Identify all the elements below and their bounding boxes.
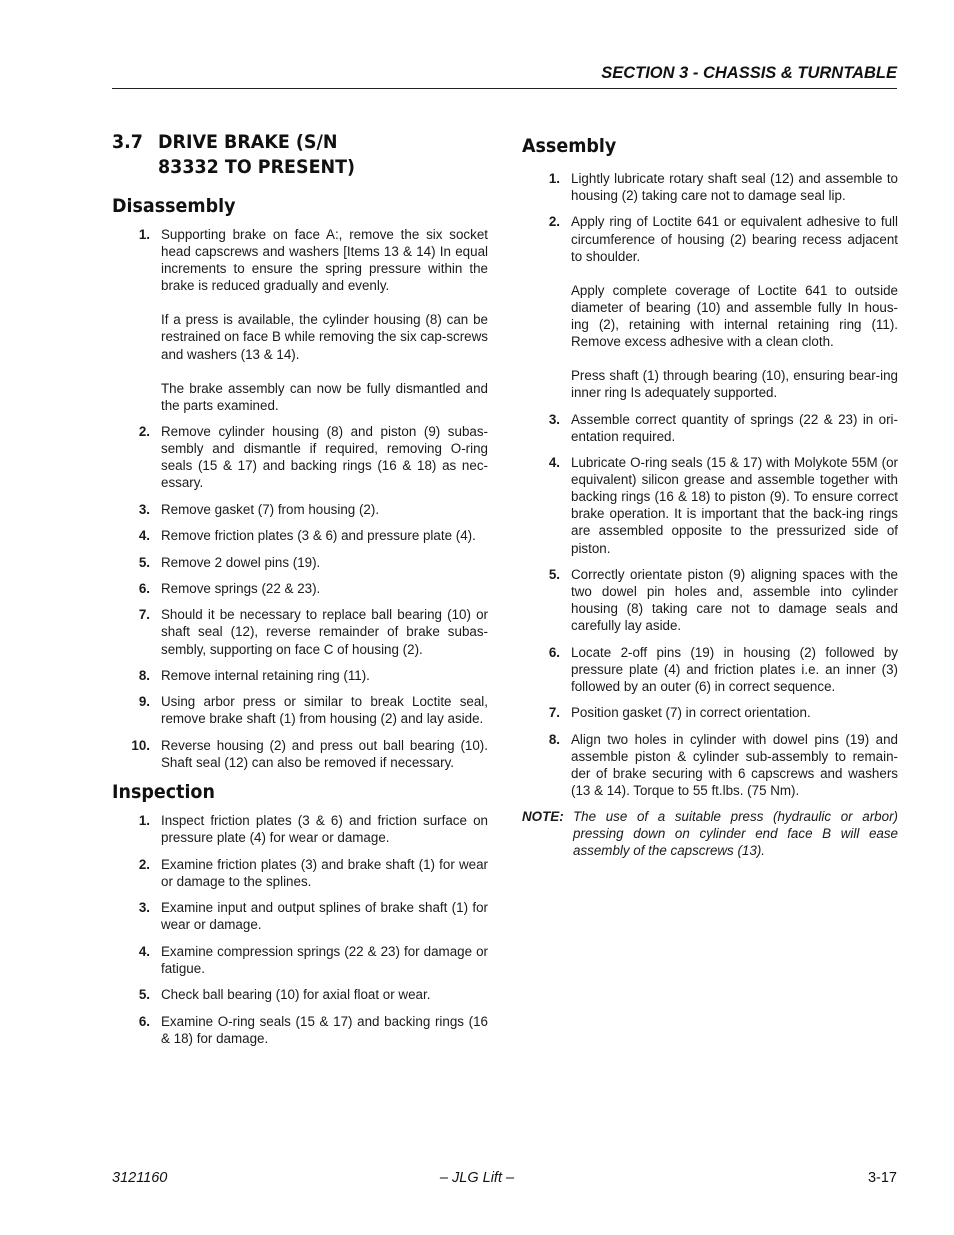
step-paragraph: Locate 2-off pins (19) in housing (2) followed by pressure plate (4) and friction plates i.e. an inner (3) followed by an outer (6) in correct sequence. bbox=[571, 644, 898, 694]
step-body bbox=[571, 566, 898, 634]
section-header-title: SECTION 3 - CHASSIS & TURNTABLE bbox=[601, 64, 897, 82]
step-paragraph: If a press is available, the cylinder housing (8) can be restrained on face B while removing the six cap-screws and washers (13 & 14). bbox=[161, 312, 488, 362]
footer-doc-number: 3121160 bbox=[112, 1170, 168, 1186]
step-paragraph: Remove gasket (7) from housing (2). bbox=[161, 501, 380, 517]
step-body bbox=[161, 554, 488, 571]
step-body bbox=[161, 580, 488, 597]
step-paragraph: Correctly orientate piston (9) aligning spaces with the two dowel pin holes and, assemble into cylinder housing (8) taking care not to damage seals and carefully lay aside. bbox=[571, 566, 898, 634]
step-paragraph: Lightly lubricate rotary shaft seal (12) and assemble to housing (2) taking care not to damage seal lip. bbox=[571, 171, 898, 204]
step-body bbox=[571, 644, 898, 695]
step-number: 5. bbox=[138, 987, 150, 1003]
step-number: 1. bbox=[548, 171, 560, 186]
assembly-step bbox=[522, 170, 898, 204]
step-number: 8. bbox=[548, 731, 560, 747]
inspection-heading: Inspection bbox=[112, 781, 215, 804]
section-heading bbox=[112, 130, 458, 180]
disassembly-step bbox=[112, 693, 488, 727]
step-body bbox=[161, 226, 488, 414]
step-paragraph: Check ball bearing (10) for axial float or wear. bbox=[161, 987, 431, 1003]
step-body bbox=[571, 170, 898, 204]
note bbox=[522, 808, 898, 859]
header-rule bbox=[112, 88, 897, 89]
assembly-step bbox=[522, 213, 898, 401]
inspection-step bbox=[112, 943, 488, 977]
step-number: 3. bbox=[138, 900, 150, 916]
step-number: 2. bbox=[138, 424, 150, 440]
step-paragraph: Assemble correct quantity of springs (22 & 23) in ori-entation required. bbox=[571, 411, 898, 444]
step-body bbox=[161, 1013, 488, 1047]
step-paragraph: Examine friction plates (3) and brake shaft (1) for wear or damage to the splines. bbox=[161, 856, 488, 889]
step-body bbox=[161, 693, 488, 727]
inspection-step bbox=[112, 899, 488, 933]
step-paragraph: Remove friction plates (3 & 6) and pressure plate (4). bbox=[161, 528, 476, 544]
step-body bbox=[161, 899, 488, 933]
step-body bbox=[161, 606, 488, 657]
step-paragraph: Remove internal retaining ring (11). bbox=[161, 667, 370, 683]
step-body bbox=[161, 501, 488, 518]
step-body bbox=[161, 943, 488, 977]
disassembly-step bbox=[112, 501, 488, 518]
right-column bbox=[522, 130, 898, 860]
step-paragraph: Examine compression springs (22 & 23) for damage or fatigue. bbox=[161, 943, 488, 976]
step-body bbox=[161, 986, 488, 1003]
step-paragraph: Apply ring of Loctite 641 or equivalent adhesive to full circumference of housing (2) bearing recess adjacent to shoulder. bbox=[571, 214, 898, 264]
step-paragraph: Should it be necessary to replace ball bearing (10) or shaft seal (12), reverse remainder of brake subas-sembly, supporting on face C of housing (2). bbox=[161, 607, 488, 657]
step-body bbox=[161, 737, 488, 771]
step-paragraph: Align two holes in cylinder with dowel pins (19) and assemble piston & cylinder sub-assembly to remain-der of brake securing with 6 capscrews and washers (13 & 14). Torque to 55 ft.lbs. (75 Nm). bbox=[571, 731, 898, 798]
step-number: 2. bbox=[548, 214, 560, 230]
step-body bbox=[571, 704, 898, 721]
assembly-step bbox=[522, 411, 898, 445]
step-body bbox=[571, 411, 898, 445]
step-number: 7. bbox=[548, 705, 560, 721]
section-title: DRIVE BRAKE (S/N 83332 TO PRESENT) bbox=[158, 131, 356, 178]
step-number: 9. bbox=[138, 694, 150, 710]
step-number: 4. bbox=[138, 528, 150, 544]
step-number: 7. bbox=[138, 607, 150, 623]
step-body bbox=[161, 812, 488, 846]
step-paragraph: Using arbor press or similar to break Loctite seal, remove brake shaft (1) from housing (2) and lay aside. bbox=[161, 694, 488, 727]
step-number: 3. bbox=[138, 501, 150, 517]
disassembly-step bbox=[112, 580, 488, 597]
note-label: NOTE: bbox=[522, 809, 564, 825]
disassembly-step bbox=[112, 667, 488, 684]
disassembly-step bbox=[112, 606, 488, 657]
step-paragraph: Examine input and output splines of brake shaft (1) for wear or damage. bbox=[161, 900, 488, 933]
step-paragraph: Examine O-ring seals (15 & 17) and backing rings (16 & 18) for damage. bbox=[161, 1013, 488, 1046]
assembly-step bbox=[522, 566, 898, 634]
disassembly-step bbox=[112, 737, 488, 771]
step-body bbox=[161, 423, 488, 491]
note-text: The use of a suitable press (hydraulic or arbor) pressing down on cylinder end face B will ease assembly of the capscrews (13). bbox=[573, 809, 898, 859]
step-number: 1. bbox=[138, 813, 150, 829]
section-number: 3.7 bbox=[112, 131, 143, 153]
footer-publisher: – JLG Lift – bbox=[439, 1170, 515, 1186]
step-paragraph: Press shaft (1) through bearing (10), ensuring bear-ing inner ring Is adequately supported. bbox=[571, 368, 898, 401]
assembly-step bbox=[522, 454, 898, 557]
step-paragraph: Reverse housing (2) and press out ball bearing (10). Shaft seal (12) can also be removed if necessary. bbox=[161, 737, 488, 770]
step-body bbox=[161, 527, 488, 544]
step-body bbox=[571, 731, 898, 799]
left-column bbox=[112, 130, 488, 1056]
step-body bbox=[161, 667, 488, 684]
inspection-step bbox=[112, 856, 488, 890]
disassembly-steps bbox=[112, 226, 488, 771]
step-paragraph: Remove cylinder housing (8) and piston (9) subas-sembly and dismantle if required, removing O-ring seals (15 & 17) and backing rings (16 & 18) as nec-essary. bbox=[161, 424, 488, 491]
step-number: 8. bbox=[138, 667, 150, 683]
step-number: 2. bbox=[138, 856, 150, 872]
step-paragraph: The brake assembly can now be fully dismantled and the parts examined. bbox=[161, 380, 488, 413]
step-paragraph: Apply complete coverage of Loctite 641 to outside diameter of bearing (10) and assemble fully In hous-ing (2), retaining with internal retaining ring (11). Remove excess adhesive with a clean cloth. bbox=[571, 282, 898, 350]
disassembly-step bbox=[112, 423, 488, 491]
step-number: 3. bbox=[548, 411, 560, 427]
disassembly-step bbox=[112, 226, 488, 414]
inspection-steps bbox=[112, 812, 488, 1047]
inspection-step bbox=[112, 986, 488, 1003]
step-number: 6. bbox=[138, 580, 150, 596]
step-body bbox=[571, 213, 898, 401]
step-paragraph: Position gasket (7) in correct orientation. bbox=[571, 705, 811, 721]
inspection-step bbox=[112, 812, 488, 846]
step-number: 6. bbox=[138, 1013, 150, 1029]
step-paragraph: Lubricate O-ring seals (15 & 17) with Molykote 55M (or equivalent) silicon grease and assemble together with backing rings (16 & 18) to piston (9). To ensure correct brake operation. It is important that the back-ing rings are assembled opposite to the pressurized side of piston. bbox=[571, 455, 898, 556]
step-number: 5. bbox=[548, 566, 560, 582]
step-paragraph: Remove springs (22 & 23). bbox=[161, 580, 321, 596]
footer-page-number: 3-17 bbox=[867, 1170, 897, 1186]
step-body bbox=[571, 454, 898, 557]
assembly-heading: Assembly bbox=[522, 135, 617, 157]
step-number: 1. bbox=[138, 227, 150, 242]
assembly-step bbox=[522, 704, 898, 721]
step-paragraph: Supporting brake on face A:, remove the six socket head capscrews and washers [Items 13 & 14) In equal increments to ensure the spring pressure within the brake is reduced gradually and evenly. bbox=[161, 227, 488, 294]
disassembly-step bbox=[112, 527, 488, 544]
step-number: 4. bbox=[138, 943, 150, 959]
assembly-step bbox=[522, 731, 898, 799]
disassembly-step bbox=[112, 554, 488, 571]
step-number: 10. bbox=[131, 737, 150, 753]
assembly-steps bbox=[522, 170, 898, 799]
step-body bbox=[161, 856, 488, 890]
step-paragraph: Inspect friction plates (3 & 6) and friction surface on pressure plate (4) for wear or damage. bbox=[161, 813, 488, 846]
assembly-step bbox=[522, 644, 898, 695]
step-paragraph: Remove 2 dowel pins (19). bbox=[161, 554, 321, 570]
step-number: 6. bbox=[548, 644, 560, 660]
disassembly-heading: Disassembly bbox=[112, 195, 236, 217]
step-number: 5. bbox=[138, 554, 150, 570]
inspection-step bbox=[112, 1013, 488, 1047]
step-number: 4. bbox=[548, 455, 560, 471]
